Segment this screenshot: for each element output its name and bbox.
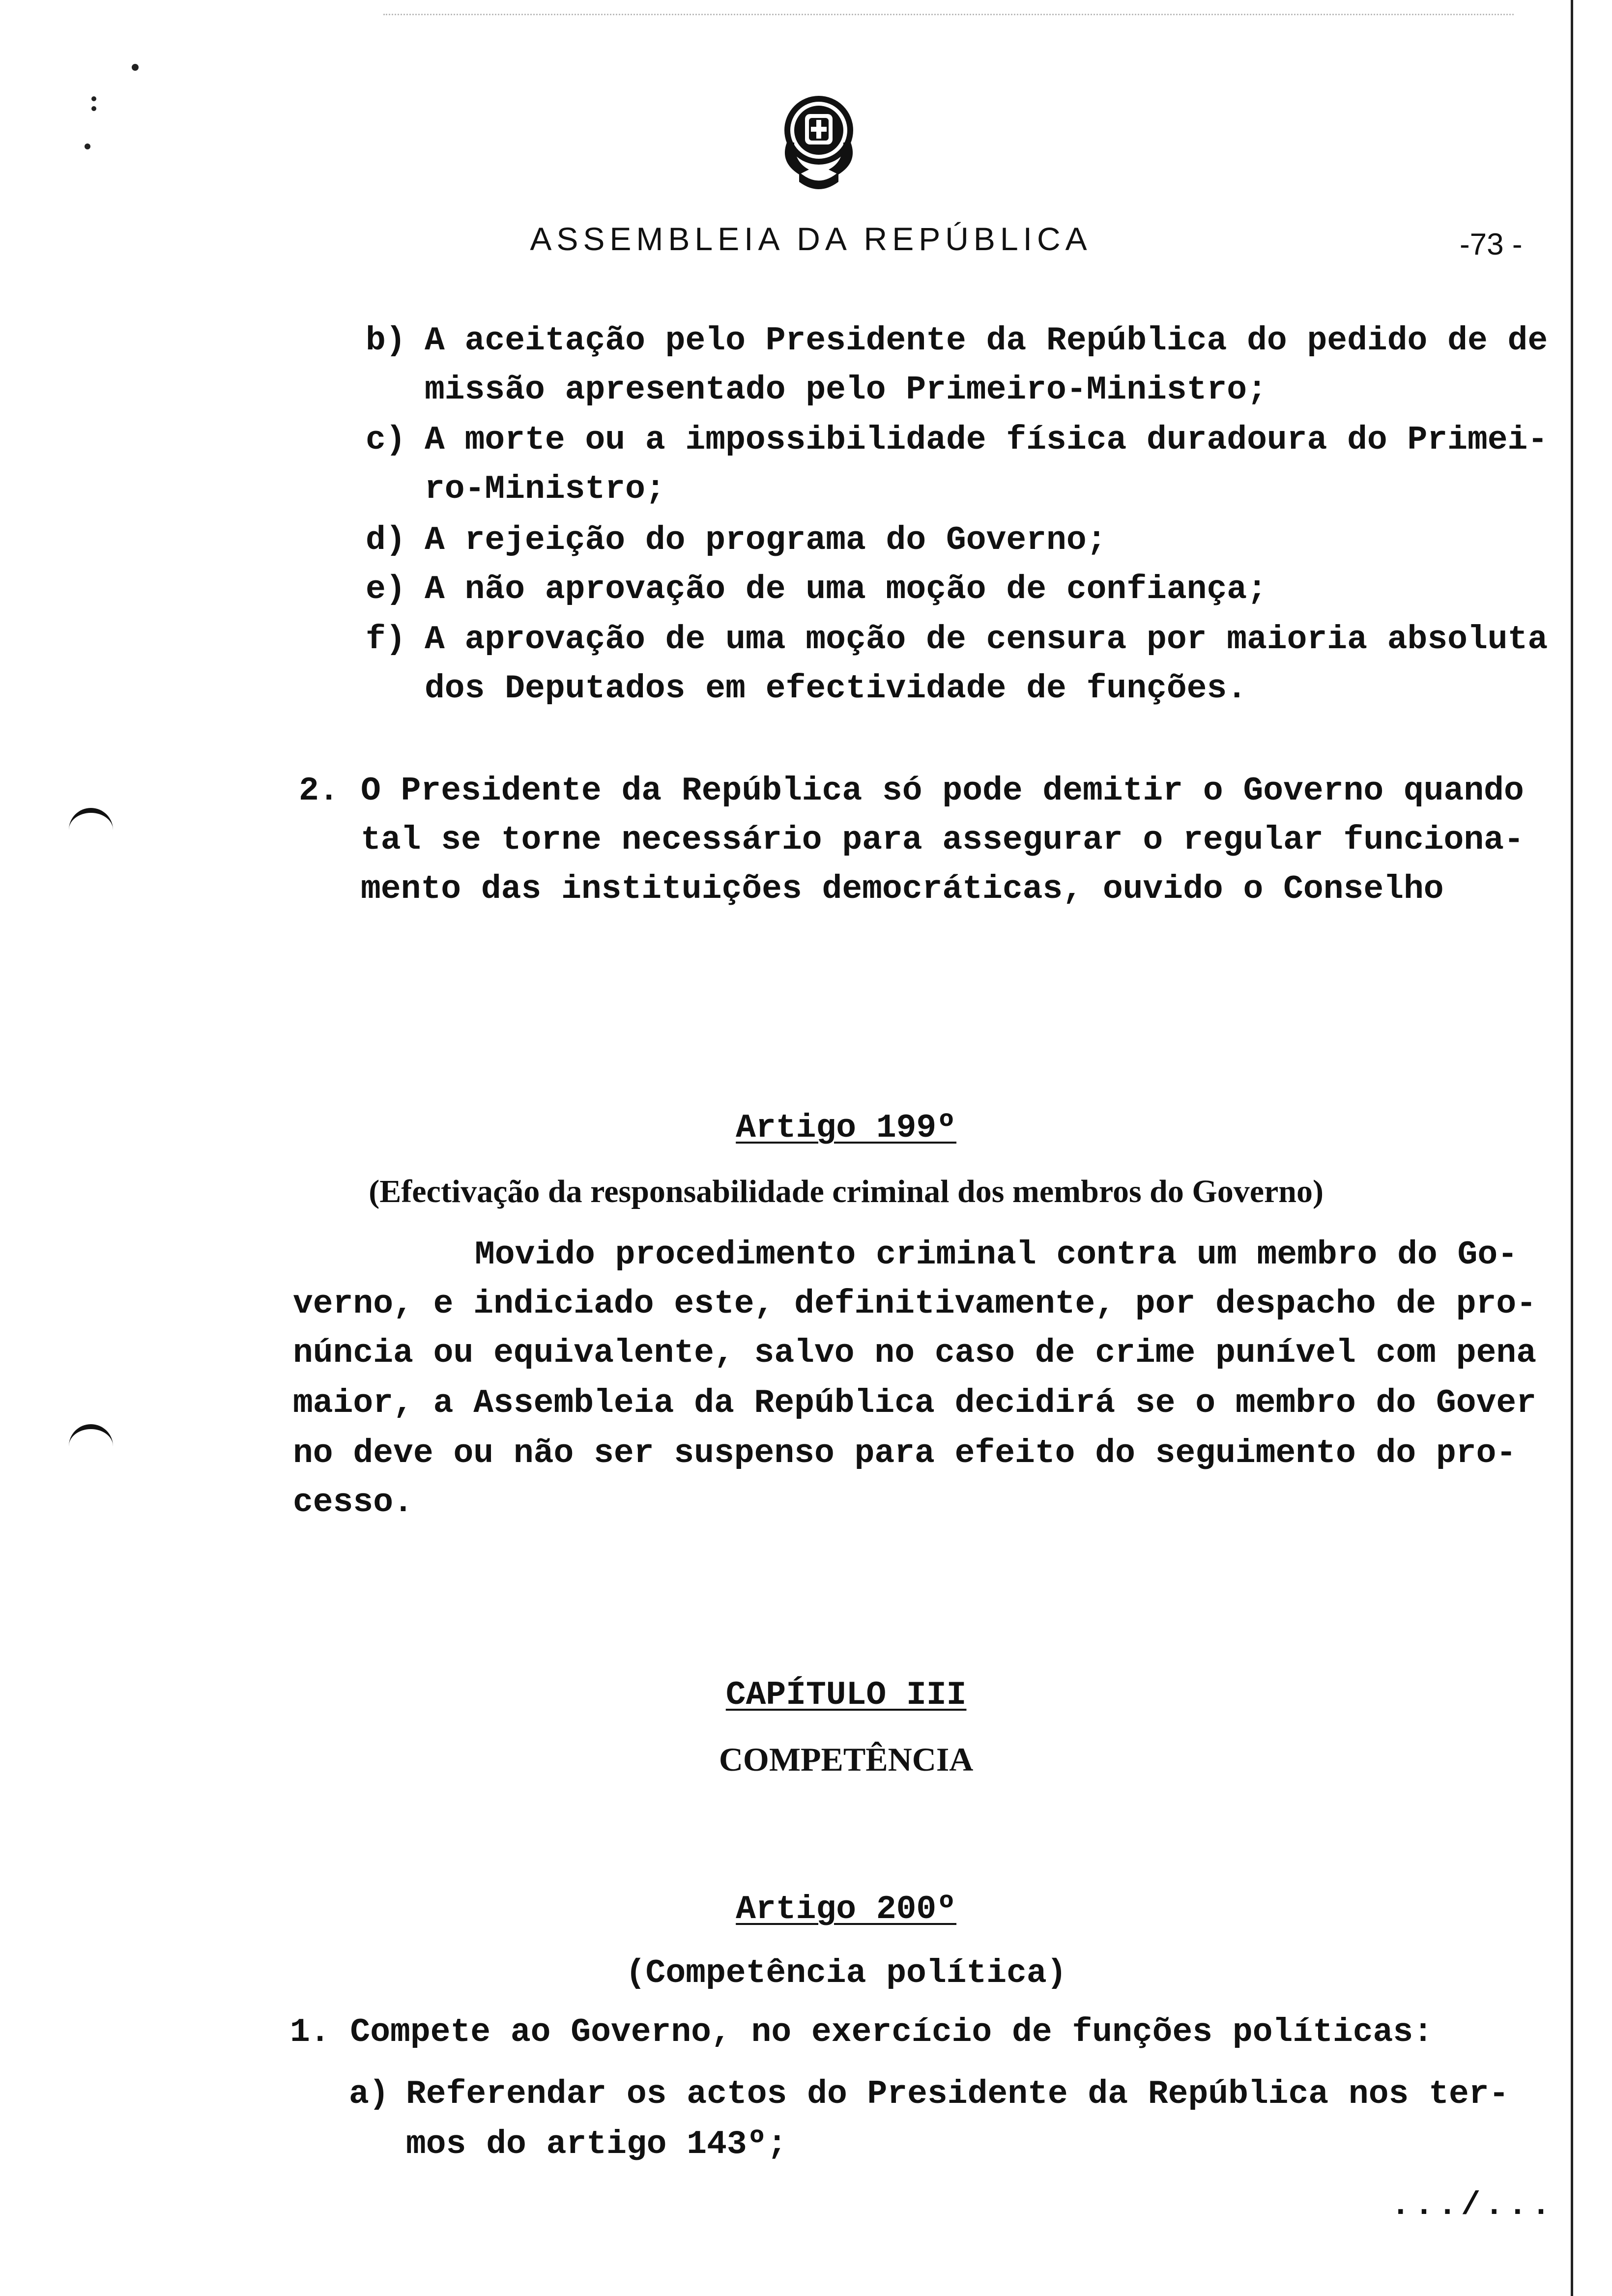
margin-speck (85, 144, 90, 149)
paragraph-line: núncia ou equivalente, salvo no caso de crime punível com pena (293, 1334, 1537, 1372)
list-marker: a) (349, 2075, 389, 2113)
chapter-subtitle (0, 1702, 1612, 1819)
article-title-text: Artigo 200º (736, 1891, 957, 1928)
article-subtitle-text: (Competência política) (625, 1954, 1067, 1992)
paragraph-line: Movido procedimento criminal contra um membro do Go- (475, 1236, 1518, 1274)
paragraph-line: mento das instituições democráticas, ouvido o Conselho (361, 870, 1444, 908)
margin-speck (91, 106, 96, 111)
paragraph-line: cesso. (293, 1484, 413, 1521)
margin-speck (132, 64, 139, 71)
continuation-mark: .../... (1391, 2187, 1555, 2224)
list-line: A aprovação de uma moção de censura por maioria absoluta (425, 621, 1548, 659)
list-line: dos Deputados em efectividade de funções. (425, 670, 1247, 708)
list-line: A rejeição do programa do Governo; (425, 521, 1107, 559)
list-line: Referendar os actos do Presidente da República nos ter- (406, 2075, 1509, 2113)
list-marker: d) (366, 521, 406, 559)
margin-speck (91, 96, 96, 101)
chapter-subtitle-text: COMPETÊNCIA (719, 1741, 974, 1778)
paragraph-line: maior, a Assembleia da República decidirá se o membro do Gover (293, 1384, 1537, 1422)
chapter-title-text: CAPÍTULO III (725, 1676, 967, 1714)
margin-mark (69, 808, 113, 832)
list-marker: e) (366, 571, 406, 608)
list-line: missão apresentado pelo Primeiro-Ministro; (425, 371, 1267, 409)
article-199-subtitle (0, 1135, 1612, 1250)
paragraph-line: tal se torne necessário para assegurar o regular funciona- (361, 821, 1524, 859)
list-marker: c) (366, 421, 406, 459)
page-number: -73 - (1460, 228, 1523, 261)
list-marker: f) (366, 621, 406, 659)
paragraph-line: verno, e indiciado este, definitivamente, por despacho de pro- (293, 1285, 1537, 1323)
paragraph-line: no deve ou não ser suspenso para efeito do seguimento do pro- (293, 1435, 1517, 1472)
article-200-point-1: 1. Compete ao Governo, no exercício de funções políticas: (290, 2013, 1433, 2051)
point-marker: 2. (299, 772, 339, 810)
article-subtitle-text: (Efectivação da responsabilidade criminal dos membros do Governo) (369, 1174, 1324, 1209)
list-marker: b) (366, 322, 406, 360)
list-line: mos do artigo 143º; (406, 2125, 787, 2163)
list-line: A aceitação pelo Presidente da República do pedido de de (425, 322, 1548, 360)
top-scan-artifact (383, 14, 1514, 17)
header-title: ASSEMBLEIA DA REPÚBLICA (530, 221, 1092, 257)
article-title-text: Artigo 199º (736, 1109, 957, 1147)
coat-of-arms-icon (770, 84, 868, 197)
list-line: ro-Ministro; (425, 470, 665, 508)
list-line: A morte ou a impossibilidade física duradoura do Primei- (425, 421, 1548, 459)
paragraph-line: O Presidente da República só pode demitir o Governo quando (361, 772, 1524, 810)
margin-mark (69, 1424, 113, 1449)
list-line: A não aprovação de uma moção de confiança; (425, 571, 1267, 608)
